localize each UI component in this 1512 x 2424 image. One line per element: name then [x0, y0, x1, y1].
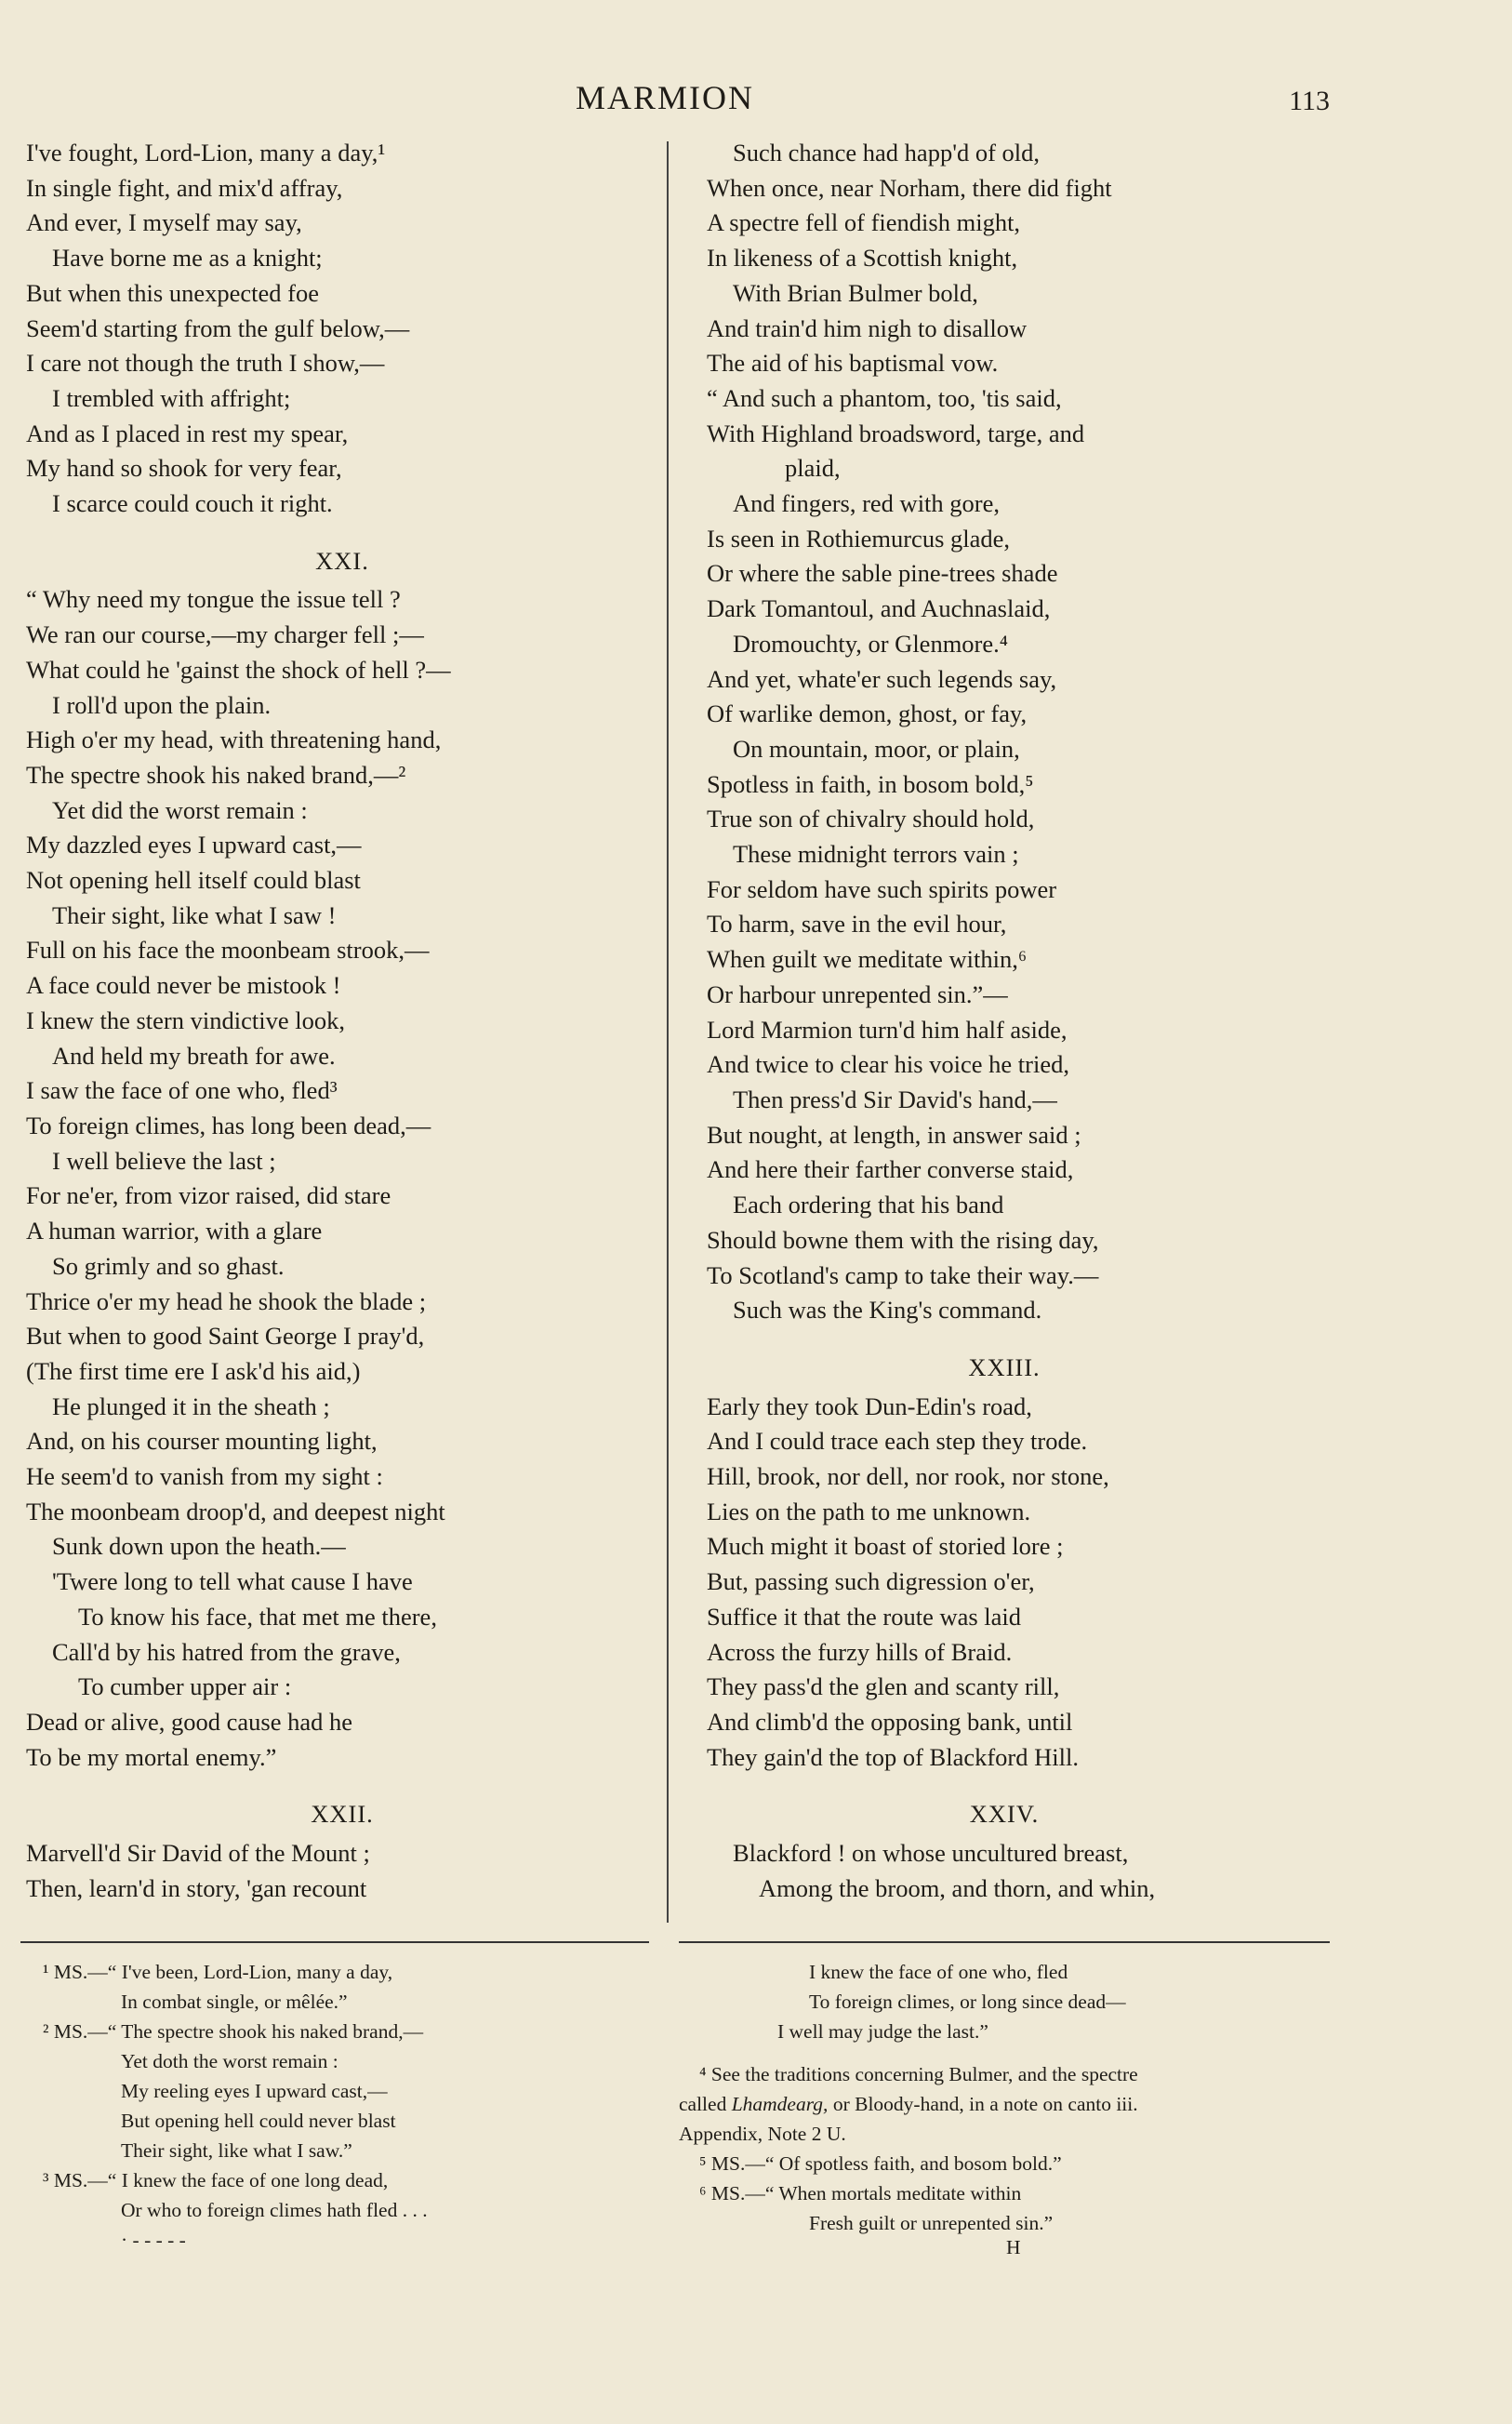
stanza-xx-end	[26, 136, 658, 522]
verse-line: They pass'd the glen and scanty rill,	[707, 1672, 1060, 1701]
verse-line: To foreign climes, has long been dead,—	[26, 1111, 431, 1139]
verse-line: With Brian Bulmer bold,	[733, 278, 978, 307]
verse-line: He plunged it in the sheath ;	[52, 1392, 330, 1420]
verse-line: Full on his face the moonbeam strook,—	[26, 936, 430, 965]
verse-line: And train'd him nigh to disallow	[707, 313, 1028, 342]
verse-line: True son of chivalry should hold,	[707, 805, 1035, 833]
column-divider	[667, 141, 669, 1923]
verse-line: We ran our course,—my charger fell ;—	[26, 620, 424, 649]
verse-line: “ Why need my tongue the issue tell ?	[26, 585, 401, 614]
verse-line: Lord Marmion turn'd him half aside,	[707, 1015, 1068, 1044]
stanza-heading-xxiv: XXIV.	[969, 1800, 1040, 1829]
stanza-xxiii	[707, 1390, 1302, 1776]
verse-line: In likeness of a Scottish knight,	[707, 244, 1018, 273]
verse-line: And fingers, red with gore,	[733, 489, 1001, 518]
verse-line: Marvell'd Sir David of the Mount ;	[26, 1839, 370, 1868]
verse-line: Spotless in faith, in bosom bold,⁵	[707, 769, 1034, 798]
stanza-xxiv-start	[707, 1836, 1302, 1906]
verse-line: But when to good Saint George I pray'd,	[26, 1322, 425, 1351]
verse-line: And twice to clear his voice he tried,	[707, 1050, 1069, 1079]
verse-line: Across the furzy hills of Braid.	[707, 1637, 1013, 1666]
verse-line: And yet, whate'er such legends say,	[707, 664, 1057, 693]
footnote-rule-left	[20, 1941, 649, 1943]
verse-line: Call'd by his hatred from the grave,	[52, 1637, 401, 1666]
verse-line: I well believe the last ;	[52, 1146, 276, 1175]
verse-line: The spectre shook his naked brand,—²	[26, 760, 406, 789]
verse-line: The moonbeam droop'd, and deepest night	[26, 1497, 445, 1525]
verse-line: Thrice o'er my head he shook the blade ;	[26, 1286, 427, 1315]
verse-line: Of warlike demon, ghost, or fay,	[707, 699, 1028, 728]
verse-line: My hand so shook for very fear,	[26, 454, 342, 483]
verse-line: Each ordering that his band	[733, 1191, 1004, 1219]
verse-line: Their sight, like what I saw !	[52, 900, 337, 929]
verse-line: And held my breath for awe.	[52, 1041, 336, 1070]
stanza-xxi	[26, 582, 658, 1775]
stanza-xxii-cont	[707, 136, 1302, 1328]
footnote-ellipsis: · - - - - -	[121, 2229, 186, 2251]
verse-line: In single fight, and mix'd affray,	[26, 173, 343, 202]
footnote-text: called	[679, 2093, 732, 2115]
verse-line: Much might it boast of storied lore ;	[707, 1532, 1064, 1561]
verse-line: Have borne me as a knight;	[52, 244, 323, 273]
footnote-line: In combat single, or mêlée.”	[121, 1991, 348, 2013]
verse-line: To be my mortal enemy.”	[26, 1742, 277, 1771]
verse-line: These midnight terrors vain ;	[733, 840, 1019, 869]
verse-line: To harm, save in the evil hour,	[707, 910, 1007, 939]
verse-line: A face could never be mistook !	[26, 971, 341, 1000]
verse-line: I knew the stern vindictive look,	[26, 1006, 345, 1034]
verse-line: High o'er my head, with threatening hand,	[26, 726, 442, 754]
verse-line: But nought, at length, in answer said ;	[707, 1120, 1081, 1149]
footnotes-left	[43, 1957, 647, 2255]
verse-line: And as I placed in rest my spear,	[26, 419, 349, 447]
verse-line: And I could trace each step they trode.	[707, 1427, 1088, 1456]
verse-line: Dead or alive, good cause had he	[26, 1707, 352, 1736]
right-column	[707, 136, 1302, 1906]
verse-line: To know his face, that met me there,	[78, 1602, 437, 1631]
verse-line: Seem'd starting from the gulf below,—	[26, 313, 410, 342]
verse-line: And, on his courser mounting light,	[26, 1427, 378, 1456]
verse-line: Such chance had happ'd of old,	[733, 139, 1041, 166]
verse-line: Early they took Dun-Edin's road,	[707, 1392, 1032, 1420]
verse-line: When once, near Norham, there did fight	[707, 173, 1112, 202]
verse-line: On mountain, moor, or plain,	[733, 734, 1020, 763]
footnote-line: My reeling eyes I upward cast,—	[121, 2080, 388, 2102]
footnote-text: or Bloody-hand, in a note on canto iii.	[828, 2093, 1138, 2115]
verse-line: And ever, I myself may say,	[26, 208, 302, 237]
stanza-heading-xxi: XXI.	[315, 546, 369, 575]
footnote-line: I well may judge the last.”	[777, 2020, 988, 2043]
stanza-heading-xxii: XXII.	[311, 1800, 374, 1829]
verse-line: Not opening hell itself could blast	[26, 866, 361, 895]
verse-line: So grimly and so ghast.	[52, 1251, 285, 1280]
footnote-6: ⁶ MS.—“ When mortals meditate within	[699, 2182, 1022, 2204]
verse-line: With Highland broadsword, targe, and	[707, 419, 1085, 447]
footnote-line	[679, 2089, 1330, 2119]
stanza-xxii-start	[26, 1836, 658, 1906]
verse-line: Dark Tomantoul, and Auchnaslaid,	[707, 594, 1051, 623]
verse-line: Suffice it that the route was laid	[707, 1602, 1022, 1631]
verse-line: Or harbour unrepented sin.”—	[707, 979, 1008, 1008]
verse-line: Yet did the worst remain :	[52, 795, 308, 824]
footnote-line: Or who to foreign climes hath fled . . .	[121, 2199, 428, 2221]
footnote-italic-term: Lhamdearg,	[731, 2093, 829, 2115]
verse-line: plaid,	[785, 454, 841, 483]
verse-line: But, passing such digression o'er,	[707, 1567, 1035, 1596]
footnote-5: ⁵ MS.—“ Of spotless faith, and bosom bold.”	[699, 2152, 1062, 2175]
verse-line: And here their farther converse staid,	[707, 1155, 1074, 1184]
footnote-line: Yet doth the worst remain :	[121, 2050, 338, 2072]
footnote-line: I knew the face of one who, fled	[809, 1961, 1068, 1983]
verse-line: For seldom have such spirits power	[707, 874, 1057, 903]
verse-line: A human warrior, with a glare	[26, 1217, 323, 1245]
running-title: MARMION	[575, 79, 754, 116]
verse-line: Lies on the path to me unknown.	[707, 1497, 1031, 1525]
verse-line: 'Twere long to tell what cause I have	[52, 1567, 413, 1596]
verse-line: A spectre fell of fiendish might,	[707, 208, 1021, 237]
footnote-line: Fresh guilt or unrepented sin.”	[809, 2212, 1054, 2234]
verse-line: “ And such a phantom, too, 'tis said,	[707, 383, 1062, 412]
verse-line: Dromouchty, or Glenmore.⁴	[733, 629, 1009, 658]
left-column	[26, 136, 658, 1906]
verse-line: My dazzled eyes I upward cast,—	[26, 831, 362, 859]
footnote-line: ² MS.—“ The spectre shook his naked brand,—	[43, 2020, 424, 2043]
verse-line: I trembled with affright;	[52, 383, 291, 412]
verse-line: The aid of his baptismal vow.	[707, 349, 999, 378]
verse-line: (The first time ere I ask'd his aid,)	[26, 1356, 361, 1385]
verse-line: Should bowne them with the rising day,	[707, 1225, 1099, 1254]
verse-line: For ne'er, from vizor raised, did stare	[26, 1181, 391, 1210]
verse-line: When guilt we meditate within,⁶	[707, 945, 1028, 974]
verse-line: I care not though the truth I show,—	[26, 349, 385, 378]
verse-line: To Scotland's camp to take their way.—	[707, 1260, 1099, 1289]
verse-line: Such was the King's command.	[733, 1296, 1042, 1325]
stanza-heading-xxiii: XXIII.	[968, 1352, 1041, 1381]
verse-line: I've fought, Lord-Lion, many a day,¹	[26, 139, 386, 166]
verse-line: Sunk down upon the heath.—	[52, 1532, 346, 1561]
verse-line: Among the broom, and thorn, and whin,	[759, 1873, 1156, 1902]
verse-line: He seem'd to vanish from my sight :	[26, 1462, 383, 1491]
verse-line: I scarce could couch it right.	[52, 489, 333, 518]
footnote-line: Their sight, like what I saw.”	[121, 2139, 352, 2162]
verse-line: But when this unexpected foe	[26, 278, 319, 307]
signature-mark: H	[1006, 2236, 1021, 2258]
verse-line: What could he 'gainst the shock of hell ?—	[26, 655, 451, 684]
verse-line: I roll'd upon the plain.	[52, 690, 272, 719]
verse-line: Or where the sable pine-trees shade	[707, 559, 1058, 588]
verse-line: They gain'd the top of Blackford Hill.	[707, 1742, 1079, 1771]
footnote-line: To foreign climes, or long since dead—	[809, 1991, 1126, 2013]
footnote-rule-right	[679, 1941, 1330, 1943]
footnote-4: ⁴ See the traditions concerning Bulmer, and the spectre	[699, 2063, 1138, 2085]
verse-line: Blackford ! on whose uncultured breast,	[733, 1839, 1129, 1868]
footnotes-right	[679, 1957, 1330, 2257]
verse-line: Then press'd Sir David's hand,—	[733, 1085, 1057, 1113]
page-number: 113	[1289, 86, 1330, 116]
verse-line: Then, learn'd in story, 'gan recount	[26, 1873, 367, 1902]
footnote-line: ¹ MS.—“ I've been, Lord-Lion, many a day,	[43, 1961, 393, 1983]
verse-line: I saw the face of one who, fled³	[26, 1076, 338, 1105]
verse-line: Is seen in Rothiemurcus glade,	[707, 524, 1011, 553]
verse-line: And climb'd the opposing bank, until	[707, 1707, 1073, 1736]
verse-line: To cumber upper air :	[78, 1672, 292, 1701]
footnote-line: ³ MS.—“ I knew the face of one long dead,	[43, 2169, 389, 2191]
footnote-line: Appendix, Note 2 U.	[679, 2123, 846, 2145]
verse-line: Hill, brook, nor dell, nor rook, nor stone,	[707, 1462, 1109, 1491]
footnote-line: But opening hell could never blast	[121, 2110, 396, 2132]
